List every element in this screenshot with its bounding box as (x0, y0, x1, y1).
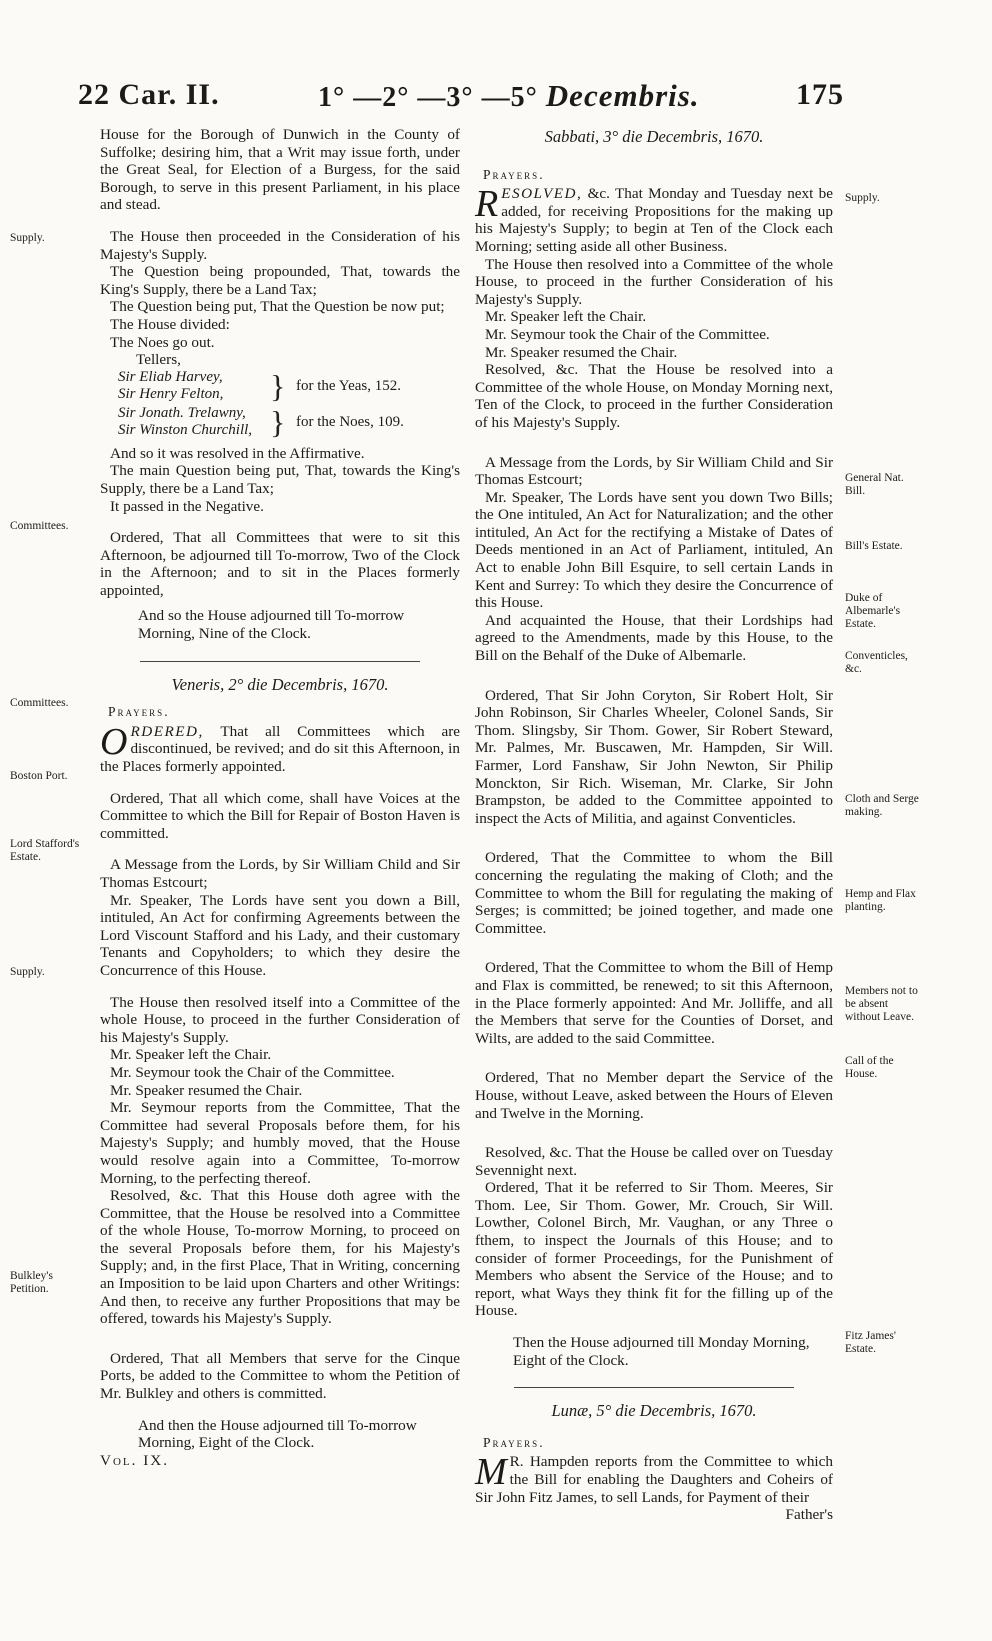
paragraph: The main Question being put, That, towards the King's Supply, there be a Land Tax; (100, 462, 460, 497)
day-heading: Sabbati, 3° die Decembris, 1670. (544, 127, 764, 146)
paragraph: Mr. Speaker, The Lords have sent you down a Bill, intituled, An Act for confirming Agreements between the Lord Viscount Stafford and his Lady, and their customary Tenants and Copyholders; to which they desire the Concurrence of this House. (100, 891, 460, 979)
margin-note: Committees. (10, 697, 69, 709)
paragraph: Mr. Speaker left the Chair. (485, 308, 647, 326)
paragraph: Ordered, That the Committee to whom the Bill of Hemp and Flax is committed, be renewed; to sit this Afternoon, in the Place formerly appointed: And Mr. Jolliffe, and all the Members that serve for the Counties of Dorset, and Wilts, are added to the said Committee. (475, 959, 833, 1047)
paragraph: Mr. Seymour took the Chair of the Committee. (110, 1063, 395, 1081)
paragraph: The House then resolved itself into a Committee of the whole House, to proceed in the further Consideration of his Majesty's Supply. (100, 993, 460, 1046)
paragraph: Mr. Speaker, The Lords have sent you down Two Bills; the One intituled, An Act for Naturalization; and the other intituled, An Act for the rectifying a Mistake of Dates of Deeds mentioned in an Act of Parliament, intituled, An Act to enable John Bill Esquire, to sell certain Lands in Kent and Surrey: To which they desire the Concurrence of this House. (475, 488, 833, 612)
margin-note: Members not to be absent without Leave. (845, 985, 918, 1023)
paragraph: Mr. Speaker resumed the Chair. (110, 1081, 303, 1099)
teller-name: Sir Henry Felton, (118, 385, 224, 402)
margin-note: Committees. (10, 520, 69, 532)
drop-capital: R (475, 183, 499, 226)
drop-capital: M (475, 1451, 507, 1494)
paragraph: Ordered, That no Member depart the Service of the House, without Leave, asked between the Hours of Eleven and Twelve in the Morning. (475, 1069, 833, 1122)
paragraph-text: R. Hampden reports from the Committee to which the Bill for enabling the Daughters and Coheirs of Sir John Fitz James, to sell Lands, for Payment of their (475, 1453, 833, 1506)
caps-word: RDERED, (130, 722, 204, 740)
prayers-label: Prayers. (483, 1434, 545, 1450)
paragraph: Resolved, &c. That this House doth agree with the Committee, that the House be resolved into a Committee of the whole House, To-morrow Morning, to proceed on the several Proposals before them, for his Majesty's Supply; and, in the first Place, That in Writing, concerning an Imposition to be laid upon Charters and other Writings: And then, to receive any further Propositions that may be offered, towards his Majesty's Supply. (100, 1187, 460, 1328)
margin-note: Bill's Estate. (845, 540, 903, 552)
noes-count: for the Noes, 109. (296, 413, 404, 430)
margin-note: Duke of Albemarle's Estate. (845, 592, 901, 630)
paragraph: Mr. Seymour reports from the Committee, That the Committee had several Proposals before them, for his Majesty's Supply; and humbly moved, that the House would resolve again into a Committee, To-morrow Morning, to the perfecting thereof. (100, 1099, 460, 1187)
paragraph: Ordered, That all which come, shall have Voices at the Committee to which the Bill for Repair of Boston Haven is committed. (100, 789, 460, 842)
paragraph: A Message from the Lords, by Sir William Child and Sir Thomas Estcourt; (100, 856, 460, 891)
paragraph: The House then proceeded in the Consideration of his Majesty's Supply. (100, 227, 460, 263)
left-column (100, 126, 460, 1469)
adjournment: Then the House adjourned till Monday Morning, Eight of the Clock. (513, 1334, 810, 1369)
margin-note: Call of the House. (845, 1055, 894, 1080)
paragraph: Mr. Speaker left the Chair. (110, 1046, 272, 1064)
paragraph: And so it was resolved in the Affirmative. (110, 444, 365, 462)
section-rule (140, 661, 420, 662)
margin-note: Supply. (845, 192, 880, 204)
day-heading: Veneris, 2° die Decembris, 1670. (171, 674, 389, 694)
margin-note: Conventicles, &c. (845, 650, 908, 675)
paragraph: Ordered, That it be referred to Sir Thom. Meeres, Sir Thom. Lee, Sir Thom. Gower, Mr. Crouch, Sir Will. Lowther, Colonel Birch, Mr. Vaughan, or any Three o fthem, to inspect the Journals of this House; and to consider of former Proceedings, for the Punishment of Members who absent the Service of the House; and to report, what Ways they think fit for the filling up of the House. (475, 1179, 833, 1320)
running-head-day-numbers: 1° —2° —3° —5° (318, 82, 538, 113)
page-number: 175 (796, 78, 844, 111)
paragraph: The Question being put, That the Question be now put; (110, 298, 445, 316)
margin-note: Bulkley's Petition. (10, 1270, 53, 1295)
teller-name: Sir Winston Churchill, (118, 421, 253, 438)
paragraph: Mr. Speaker resumed the Chair. (485, 343, 678, 361)
volume-number: Vol. IX. (100, 1451, 170, 1469)
paragraph: Ordered, That Sir John Coryton, Sir Robert Holt, Sir John Robinson, Sir Charles Wheeler, Colonel Sands, Sir Thom. Slingsby, Sir Thom. Gower, Sir Robert Steward, Mr. Palmes, Mr. Buscawen, Mr. Hampden, Sir Will. Farmer, Lord Fanshaw, Sir John Newton, Sir Philip Monckton, Sir Rich. Wiseman, Mr. Clarke, Sir John Brampston, be added to the Committee appointed to inspect the Acts of Militia, and against Conventicles. (475, 686, 833, 827)
paragraph-text: &c. That Monday and Tuesday next be added, for receiving Propositions for the making up his Majesty's Supply; to begin at Ten of the Clock each Morning; setting aside all other Business. (475, 185, 833, 255)
paragraph: Resolved, &c. That the House be called over on Tuesday Sevennight next. (475, 1144, 833, 1179)
paragraph: A Message from the Lords, by Sir William Child and Sir Thomas Estcourt; (475, 453, 833, 489)
margin-note: Fitz James' Estate. (845, 1330, 896, 1355)
running-head-dates (318, 78, 700, 114)
prayers-label: Prayers. (483, 166, 545, 182)
margin-note: Cloth and Serge making. (845, 793, 919, 818)
tellers-block (118, 369, 460, 445)
paragraph: Tellers, (136, 351, 181, 369)
paragraph: It passed in the Negative. (110, 497, 264, 515)
adjournment: And then the House adjourned till To-morrow Morning, Eight of the Clock. (138, 1416, 417, 1452)
section-rule (514, 1387, 794, 1388)
adjournment: And so the House adjourned till To-morrow Morning, Nine of the Clock. (138, 607, 405, 643)
margin-note: General Nat. Bill. (845, 472, 904, 497)
paragraph-text: That all Committees which are discontinued, be revived; and do sit this Afternoon, in the Places formerly appointed. (100, 722, 460, 776)
drop-capital: O (100, 720, 128, 763)
paragraph: The Noes go out. (110, 333, 215, 351)
right-column (475, 126, 833, 1524)
paragraph: The Question being propounded, That, towards the King's Supply, there be a Land Tax; (100, 263, 460, 298)
catchword: Father's (785, 1506, 833, 1524)
paragraph: The House divided: (110, 315, 230, 333)
paragraph (475, 1453, 833, 1506)
margin-note: Lord Stafford's Estate. (10, 838, 80, 863)
caps-word: ESOLVED, (501, 185, 583, 203)
running-head-month: Decembris. (545, 78, 700, 113)
paragraph (475, 185, 833, 255)
margin-note: Supply. (10, 966, 45, 978)
paragraph: Ordered, That all Members that serve for the Cinque Ports, be added to the Committee to whom the Petition of Mr. Bulkley and others is committed. (100, 1349, 460, 1403)
margin-note: Supply. (10, 232, 45, 244)
teller-name: Sir Eliab Harvey, (118, 368, 223, 385)
margin-note: Hemp and Flax planting. (845, 888, 916, 913)
day-heading: Lunæ, 5° die Decembris, 1670. (551, 1401, 757, 1421)
paragraph: The House then resolved into a Committee of the whole House, to proceed in the further Consideration of his Majesty's Supply. (475, 255, 833, 308)
paragraph: Ordered, That the Committee to whom the Bill concerning the regulating the making of Cloth; and the Committee to whom the Bill for regulating the making of Serges; is committed; be joined together, and made one Committee. (475, 849, 833, 937)
paragraph: Ordered, That all Committees that were to sit this Afternoon, be adjourned till To-morrow, Two of the Clock in the Afternoon; and to sit in the Places formerly appointed, (100, 529, 460, 599)
teller-name: Sir Jonath. Trelawny, (118, 404, 246, 421)
yeas-count: for the Yeas, 152. (296, 377, 401, 394)
paragraph: Mr. Seymour took the Chair of the Committee. (485, 325, 770, 343)
paragraph: House for the Borough of Dunwich in the County of Suffolke; desiring him, that a Writ may issue forth, under the Great Seal, for Election of a Burgess, for the said Borough, to serve in this present Parliament, in his place and stead. (100, 126, 460, 214)
running-head-left: 22 Car. II. (78, 78, 220, 111)
paragraph (100, 720, 460, 776)
prayers-label: Prayers. (108, 704, 170, 720)
paragraph: Resolved, &c. That the House be resolved into a Committee of the whole House, on Monday Morning next, Ten of the Clock, to proceed in the further Consideration of his Majesty's Supply. (475, 361, 833, 431)
margin-note: Boston Port. (10, 770, 68, 782)
paragraph: And acquainted the House, that their Lordships had agreed to the Amendments, made by this House, to the Bill on the Behalf of the Duke of Albemarle. (475, 611, 833, 665)
brace-glyph: } (270, 367, 286, 404)
brace-glyph: } (270, 403, 286, 440)
